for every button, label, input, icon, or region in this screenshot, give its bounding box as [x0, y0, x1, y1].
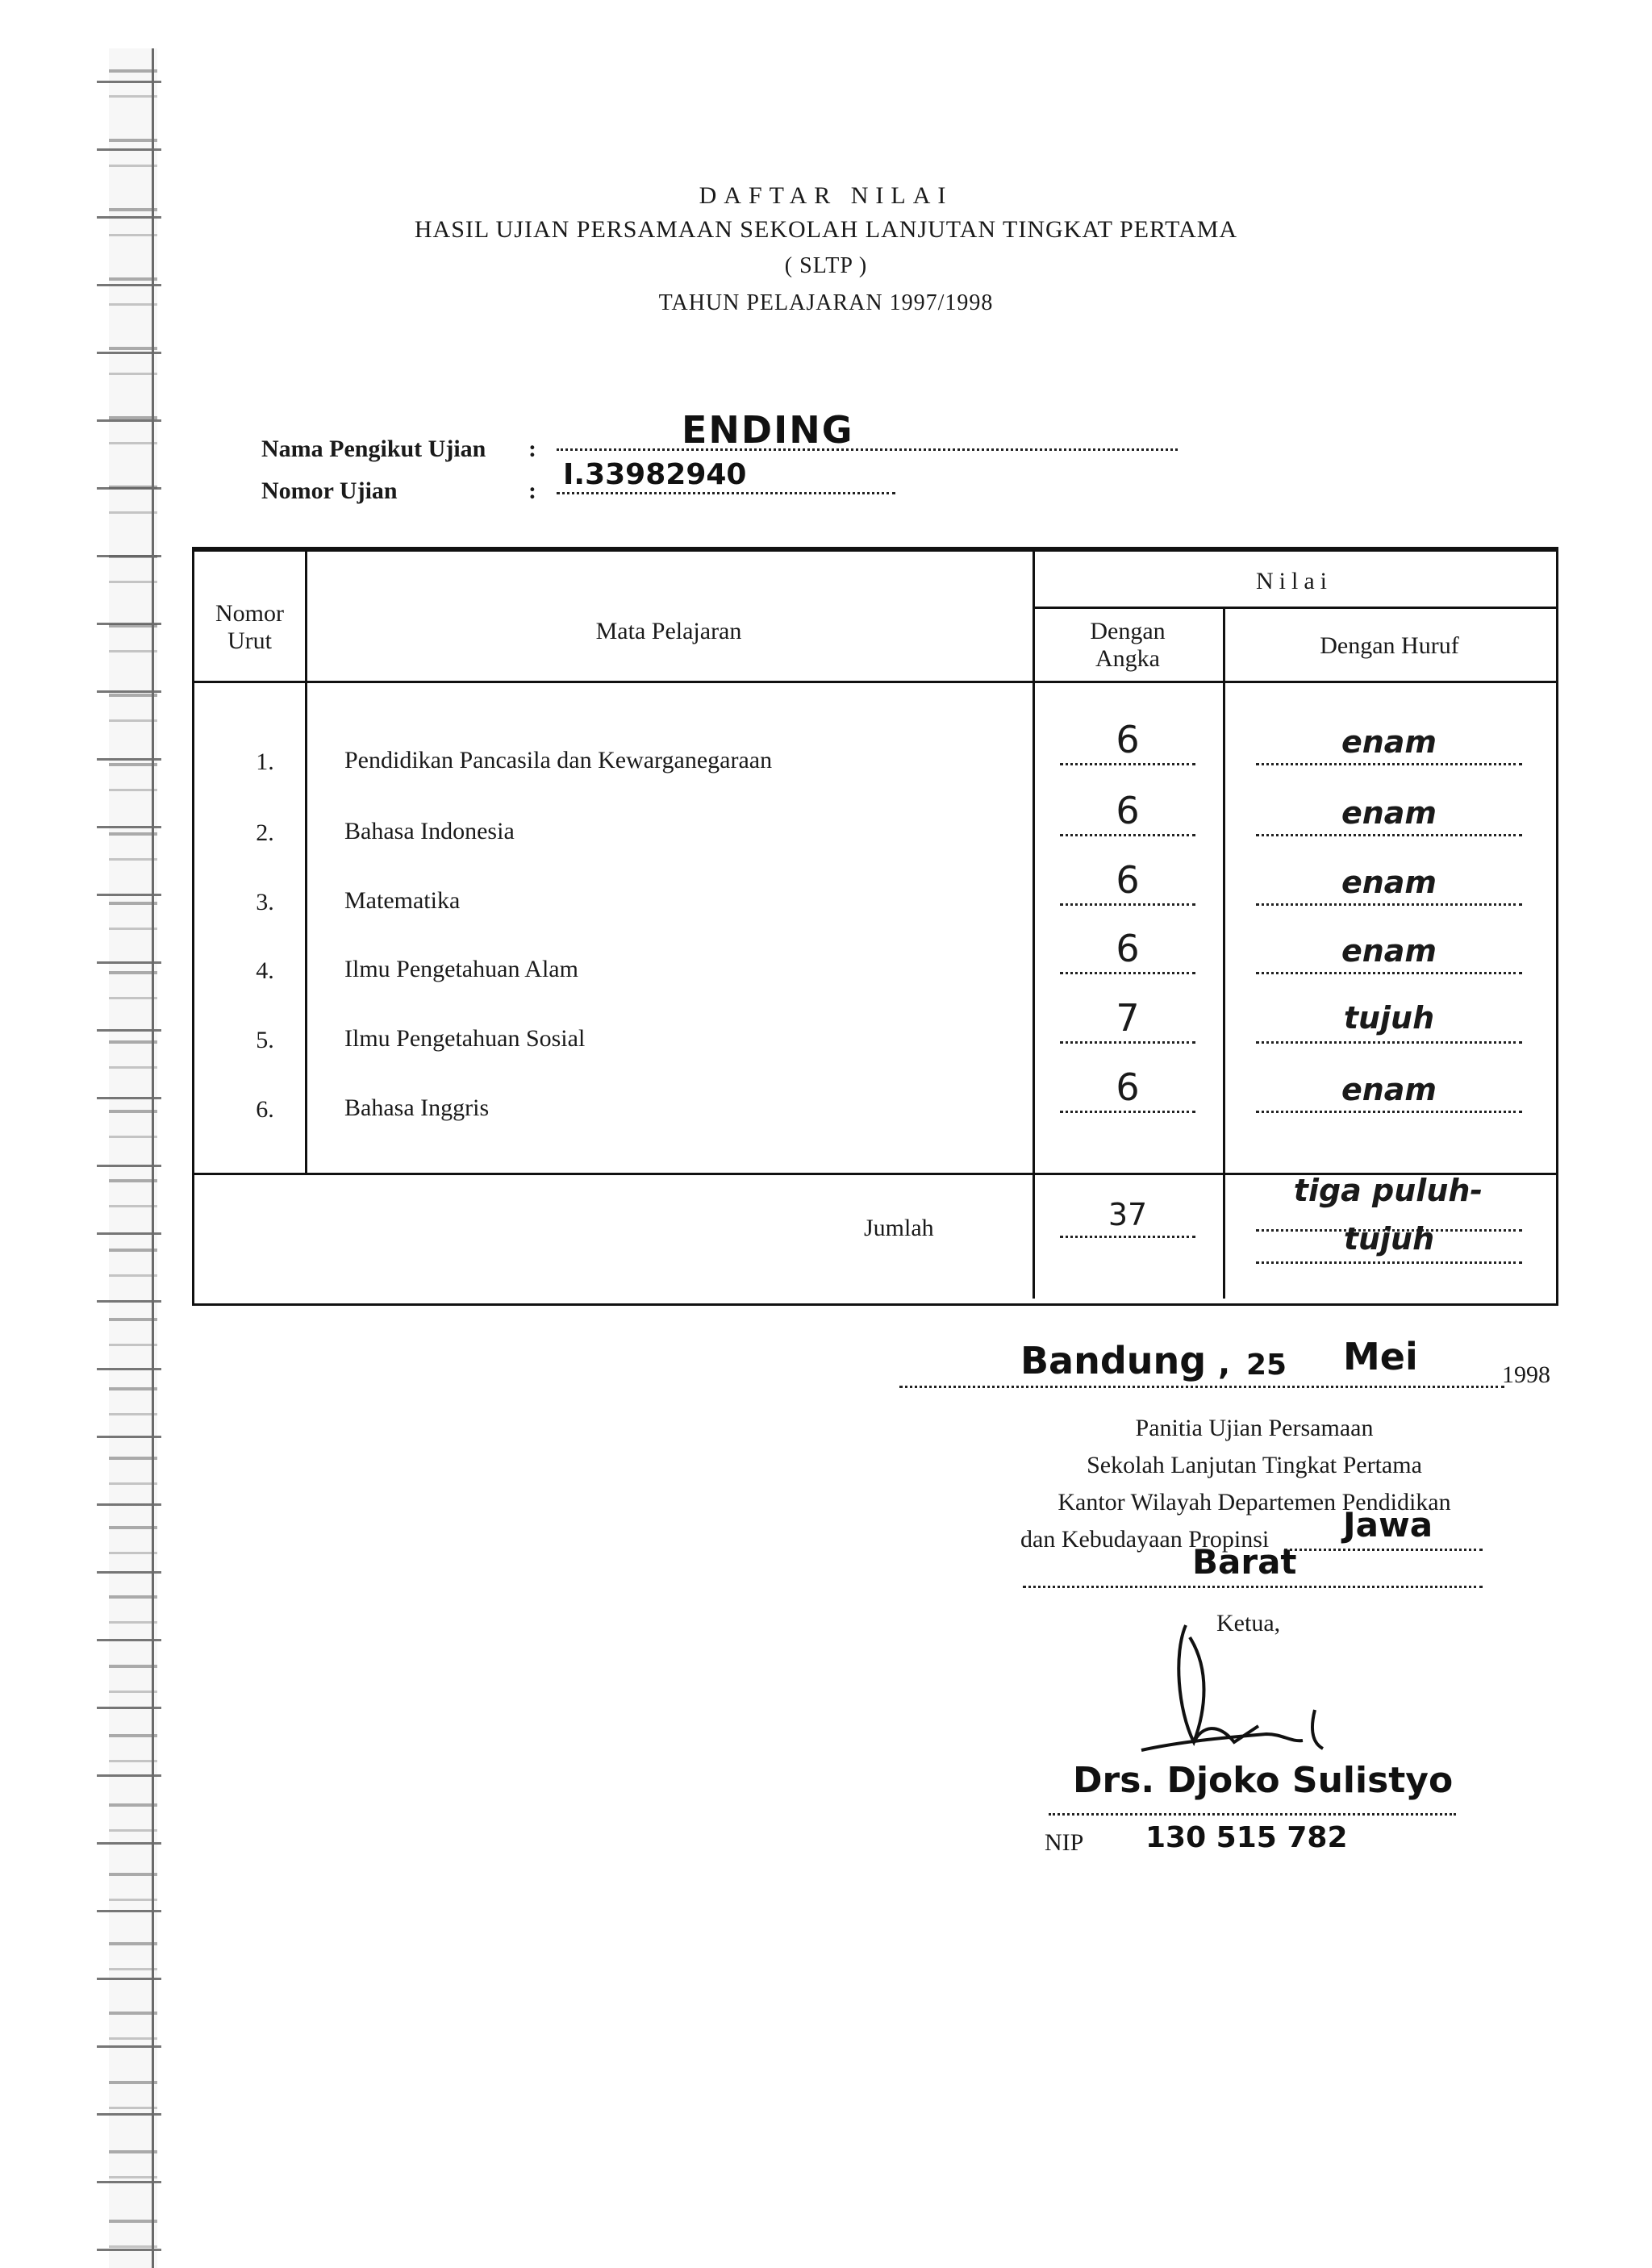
- org-line4: dan Kebudayaan Propinsi: [1020, 1526, 1270, 1553]
- row-huruf: enam: [1341, 724, 1437, 760]
- date-comma: ,: [1218, 1345, 1231, 1382]
- total-huruf-dots-2: [1256, 1261, 1522, 1264]
- row-number: 6.: [256, 1096, 274, 1123]
- signature-mark: [1129, 1621, 1371, 1774]
- row-subject: Bahasa Inggris: [344, 1094, 490, 1121]
- row-subject: Matematika: [344, 887, 461, 914]
- total-angka: 37: [1108, 1197, 1148, 1232]
- number-label: Nomor Ujian: [261, 477, 398, 504]
- row-subject: Ilmu Pengetahuan Alam: [344, 956, 578, 982]
- header-angka-1: Dengan: [1090, 618, 1166, 644]
- name-label: Nama Pengikut Ujian: [261, 436, 486, 462]
- org-line1: Panitia Ujian Persamaan: [1135, 1415, 1374, 1441]
- angka-dots: [1060, 972, 1195, 974]
- row-angka: 7: [1116, 996, 1140, 1040]
- edge-line: [152, 48, 154, 2268]
- row-angka: 6: [1116, 1065, 1140, 1109]
- province-dots-2: [1023, 1586, 1483, 1588]
- header-subject: Mata Pelajaran: [595, 618, 742, 644]
- huruf-dots: [1256, 903, 1522, 906]
- row-huruf: enam: [1341, 1072, 1437, 1107]
- doc-abbrev: ( SLTP ): [784, 253, 868, 278]
- angka-dots: [1060, 763, 1195, 765]
- header-angka: [1032, 618, 1223, 673]
- vline-huruf: [1223, 607, 1225, 1299]
- header-huruf: Dengan Huruf: [1320, 632, 1459, 659]
- total-label: Jumlah: [864, 1215, 934, 1241]
- province-part2: Barat: [1192, 1542, 1297, 1582]
- row-angka: 6: [1116, 927, 1140, 970]
- row-number: 4.: [256, 957, 274, 984]
- nip-value: 130 515 782: [1145, 1821, 1348, 1854]
- province-part1: Jawa: [1343, 1505, 1433, 1545]
- row-subject: Pendidikan Pancasila dan Kewarganegaraan: [344, 747, 773, 773]
- grades-table: [192, 547, 1558, 1306]
- row-huruf: tujuh: [1343, 1000, 1435, 1036]
- province-dots-1: [1284, 1549, 1483, 1551]
- org-line2: Sekolah Lanjutan Tingkat Pertama: [1087, 1452, 1422, 1478]
- date-place: Bandung: [1020, 1339, 1207, 1382]
- signer-dots: [1049, 1813, 1456, 1816]
- header-angka-2: Angka: [1095, 645, 1160, 672]
- total-huruf-line1: tiga puluh-: [1293, 1173, 1483, 1208]
- row-subject: Bahasa Indonesia: [344, 818, 515, 844]
- row-number: 2.: [256, 819, 274, 846]
- date-month: Mei: [1343, 1335, 1418, 1378]
- name-dots: [557, 448, 1178, 451]
- row-angka: 6: [1116, 718, 1140, 761]
- header-no-1: Nomor: [215, 600, 284, 627]
- row-angka: 6: [1116, 789, 1140, 832]
- huruf-dots: [1256, 1111, 1522, 1113]
- huruf-dots: [1256, 972, 1522, 974]
- row-huruf: enam: [1341, 795, 1437, 831]
- doc-year: TAHUN PELAJARAN 1997/1998: [658, 290, 994, 315]
- nip-label: NIP: [1045, 1829, 1084, 1856]
- angka-dots: [1060, 903, 1195, 906]
- date-dots: [899, 1386, 1504, 1388]
- angka-dots: [1060, 1041, 1195, 1044]
- huruf-dots: [1256, 834, 1522, 836]
- header-no-2: Urut: [227, 627, 272, 654]
- row-number: 5.: [256, 1027, 274, 1053]
- number-value: I.33982940: [563, 458, 747, 491]
- angka-dots: [1060, 1111, 1195, 1113]
- header-nilai: Nilai: [1256, 568, 1333, 594]
- number-dots: [557, 492, 895, 494]
- huruf-dots: [1256, 1041, 1522, 1044]
- name-value: ENDING: [682, 408, 854, 452]
- row-number: 1.: [256, 748, 274, 775]
- row-angka: 6: [1116, 858, 1140, 902]
- hline-header: [194, 681, 1556, 683]
- total-angka-dots: [1060, 1236, 1195, 1238]
- header-no: [194, 600, 305, 655]
- row-huruf: enam: [1341, 933, 1437, 969]
- date-day: 25: [1246, 1349, 1287, 1382]
- angka-dots: [1060, 834, 1195, 836]
- row-number: 3.: [256, 889, 274, 915]
- perforated-edge: [0, 48, 165, 2268]
- row-huruf: enam: [1341, 865, 1437, 900]
- signer-name: Drs. Djoko Sulistyo: [1073, 1760, 1454, 1801]
- row-subject: Ilmu Pengetahuan Sosial: [344, 1025, 586, 1052]
- number-colon: :: [528, 477, 536, 504]
- role-label: Ketua,: [1216, 1610, 1281, 1636]
- name-colon: :: [528, 436, 536, 462]
- date-year: 1998: [1502, 1361, 1550, 1388]
- org-line3: Kantor Wilayah Departemen Pendidikan: [1058, 1489, 1451, 1515]
- total-huruf-line2: tujuh: [1343, 1221, 1435, 1257]
- doc-title: DAFTAR NILAI: [699, 182, 953, 209]
- doc-subtitle: HASIL UJIAN PERSAMAAN SEKOLAH LANJUTAN TINGKAT PERTAMA: [414, 216, 1238, 243]
- huruf-dots: [1256, 763, 1522, 765]
- hline-nilai: [1032, 607, 1556, 609]
